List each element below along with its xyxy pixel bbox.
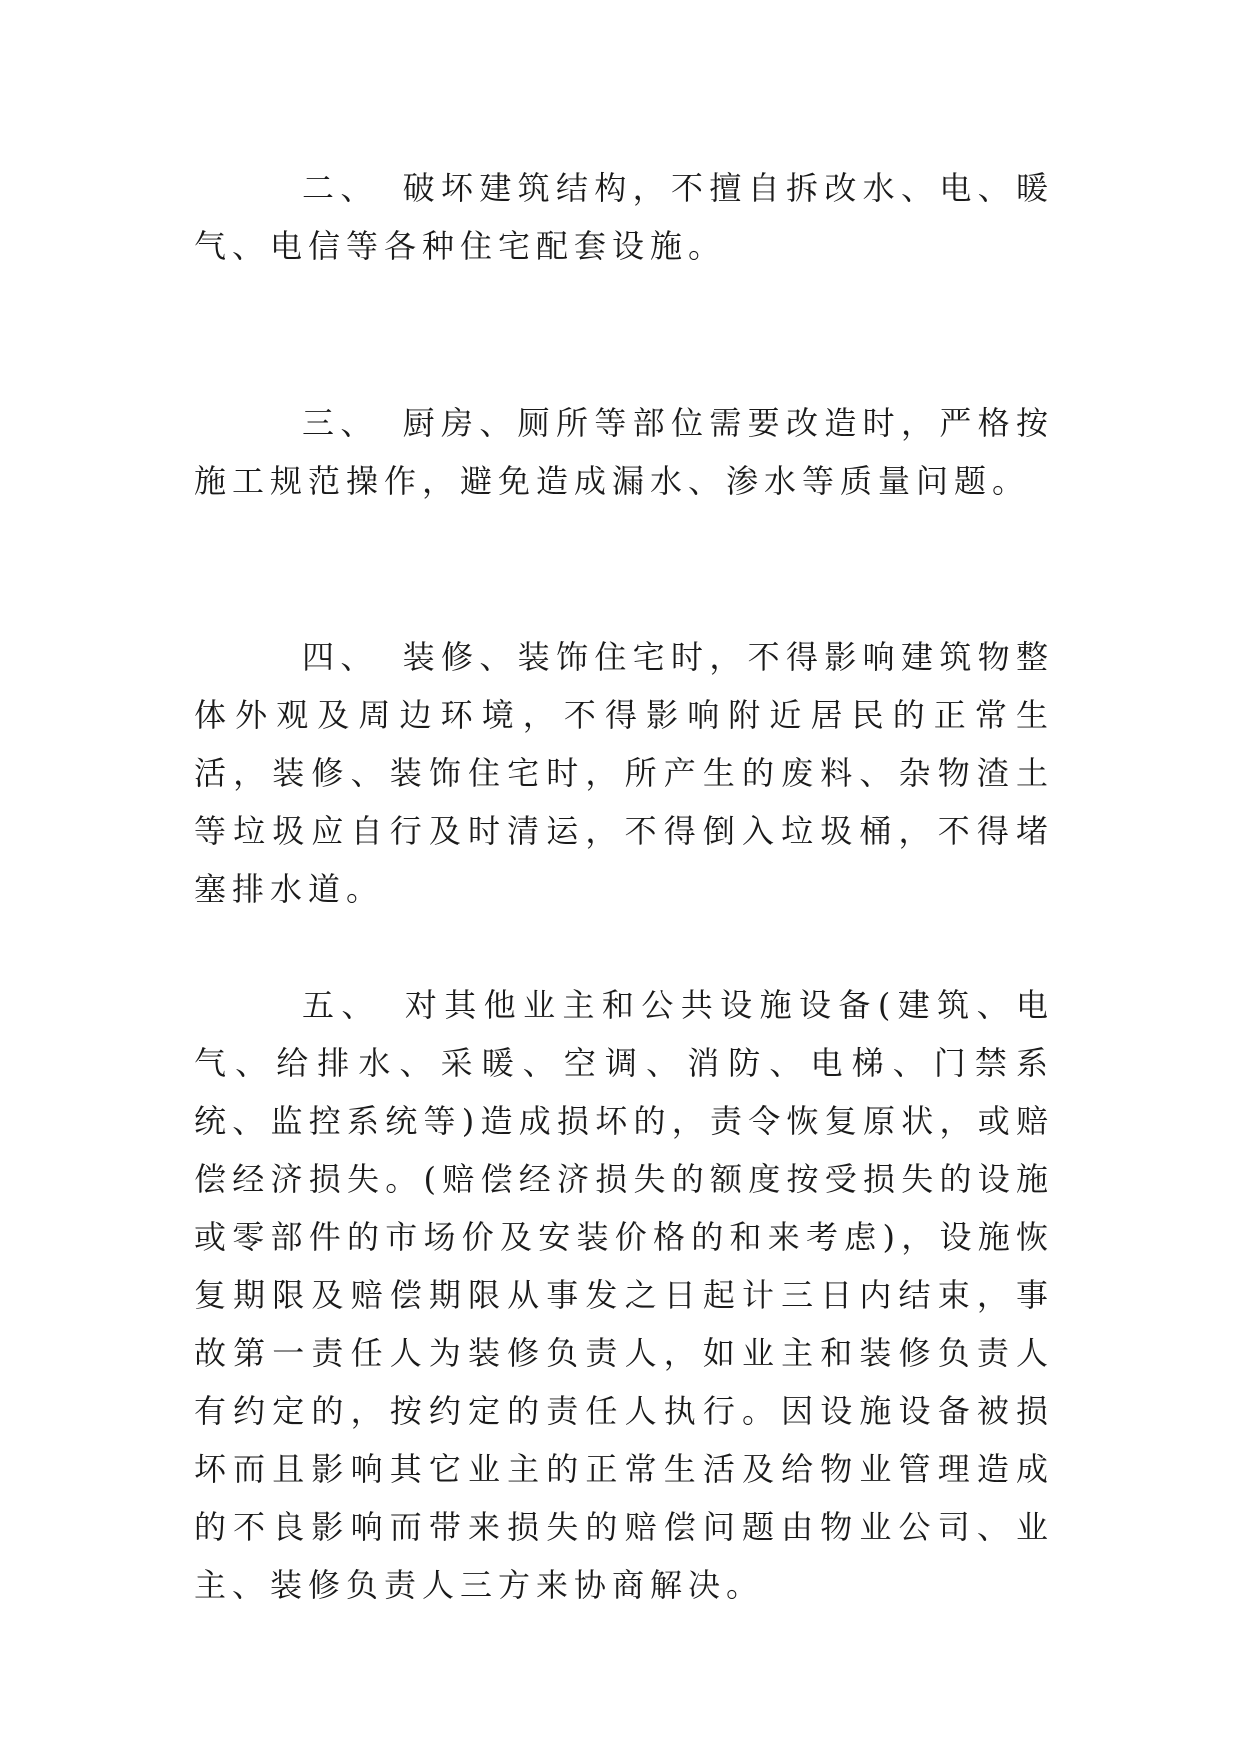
- paragraph-text: 装修、装饰住宅时，不得影响建筑物整体外观及周边环境，不得影响附近居民的正常生活，装修、装饰住宅时，所产生的废料、杂物渣土等垃圾应自行及时清运，不得倒入垃圾桶，不得堵塞排水道。: [194, 638, 1054, 908]
- paragraph-text: 厨房、厕所等部位需要改造时，严格按施工规范操作，避免造成漏水、渗水等质量问题。: [194, 404, 1054, 500]
- paragraph-number: 五、: [302, 986, 381, 1024]
- paragraph-number: 二、: [302, 169, 379, 207]
- paragraph-number: 四、: [302, 638, 379, 676]
- paragraph-text: 对其他业主和公共设施设备(建筑、电气、给排水、采暖、空调、消防、电梯、门禁系统、监控系统等)造成损坏的，责令恢复原状，或赔偿经济损失。(赔偿经济损失的额度按受损失的设施或零部件的市场价及安装价格的和来考虑)，设施恢复期限及赔偿期限从事发之日起计三日内结束，事故第一责任人为装修负责人，如业主和装修负责人有约定的，按约定的责任人执行。因设施设备被损坏而且影响其它业主的正常生活及给物业管理造成的不良影响而带来损失的赔偿问题由物业公司、业主、装修负责人三方来协商解决。: [194, 986, 1054, 1604]
- paragraph-number: 三、: [302, 404, 379, 442]
- paragraph-item-5: [194, 976, 1054, 1614]
- paragraph-item-3: [194, 394, 1054, 510]
- paragraph-text: 破坏建筑结构，不擅自拆改水、电、暖气、电信等各种住宅配套设施。: [194, 169, 1054, 265]
- paragraph-item-2: [194, 159, 1054, 275]
- paragraph-item-4: [194, 628, 1054, 918]
